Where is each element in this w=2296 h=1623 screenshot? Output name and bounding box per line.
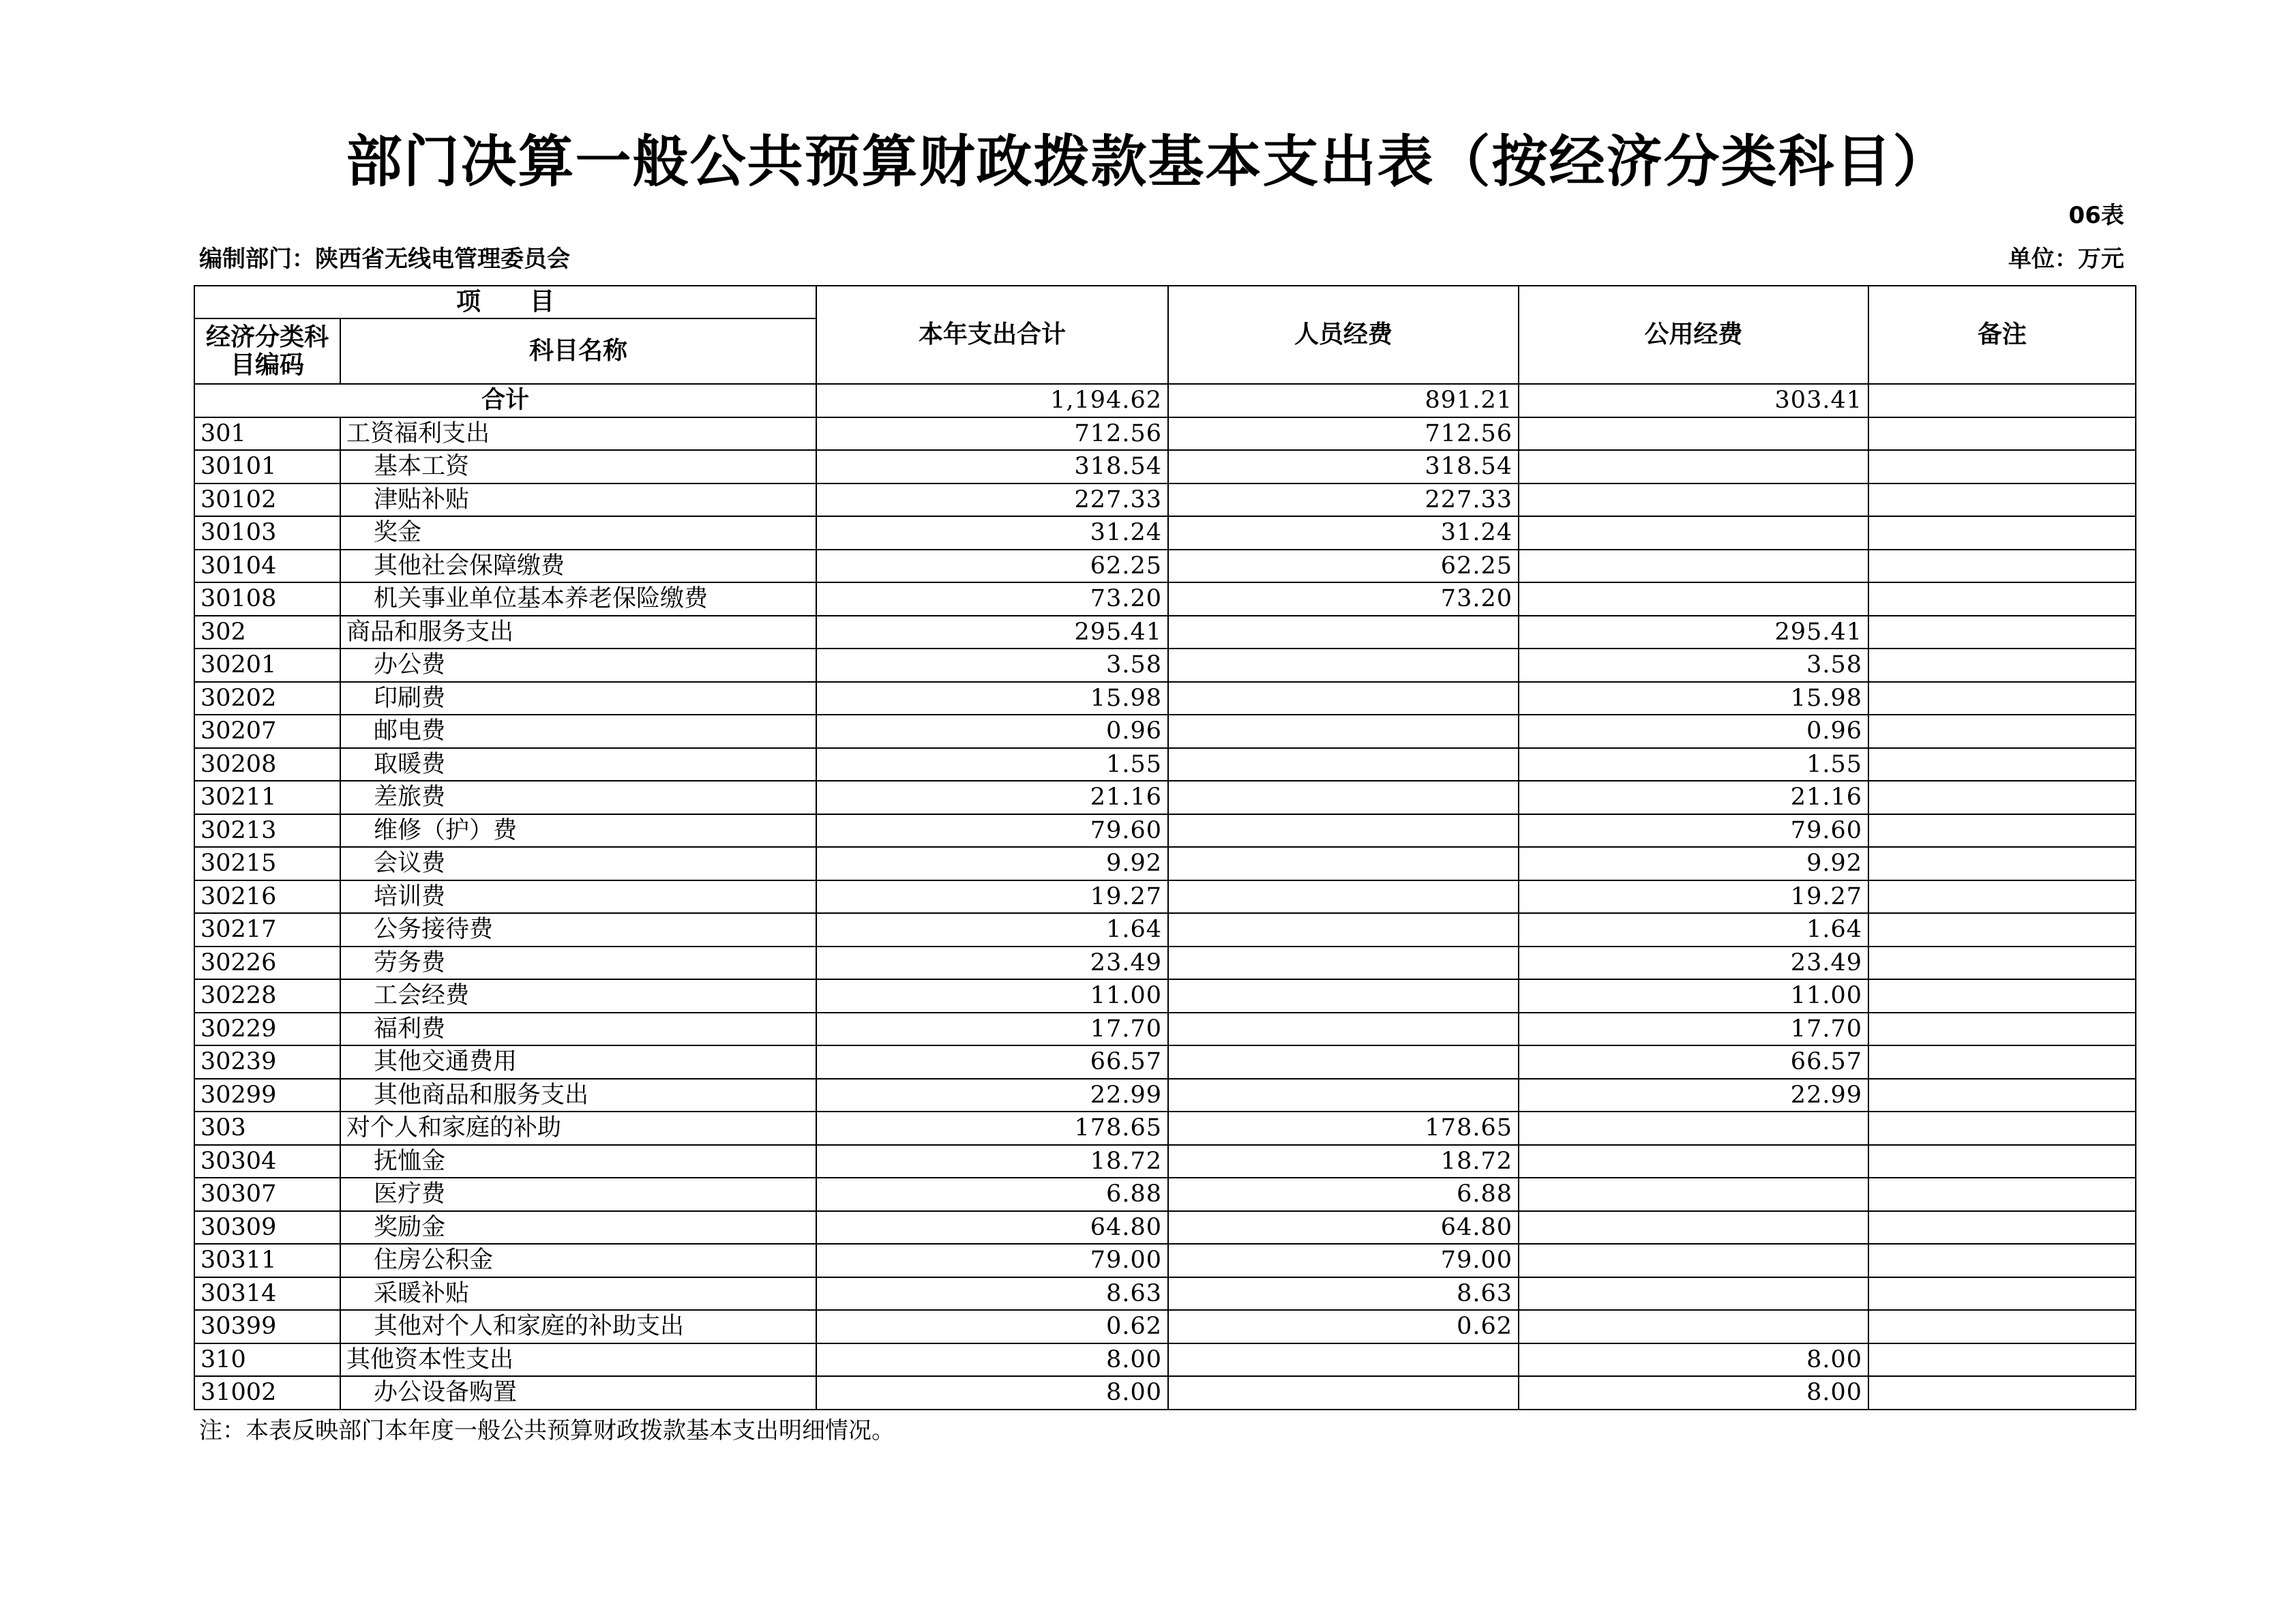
row-remarks <box>1868 550 2136 583</box>
row-code: 30226 <box>194 947 340 980</box>
row-remarks <box>1868 1079 2136 1112</box>
total-personnel: 891.21 <box>1168 384 1519 417</box>
row-public: 1.64 <box>1519 913 1868 947</box>
row-total: 1.64 <box>816 913 1168 947</box>
row-code: 310 <box>194 1343 340 1377</box>
expenditure-table <box>194 285 2136 1410</box>
row-code: 30103 <box>194 516 340 550</box>
row-name: 劳务费 <box>340 947 816 980</box>
row-total: 79.00 <box>816 1244 1168 1277</box>
row-code: 30304 <box>194 1145 340 1178</box>
row-remarks <box>1868 1310 2136 1343</box>
table-row <box>194 847 2136 880</box>
row-code: 30208 <box>194 748 340 781</box>
table-row <box>194 1112 2136 1145</box>
row-name: 机关事业单位基本养老保险缴费 <box>340 582 816 616</box>
row-total: 8.00 <box>816 1376 1168 1410</box>
table-row <box>194 582 2136 616</box>
row-personnel: 62.25 <box>1168 550 1519 583</box>
table-row <box>194 880 2136 914</box>
row-name: 工会经费 <box>340 979 816 1013</box>
row-name: 基本工资 <box>340 450 816 483</box>
table-row <box>194 748 2136 781</box>
table-row <box>194 1310 2136 1343</box>
row-code: 30102 <box>194 483 340 517</box>
row-total: 11.00 <box>816 979 1168 1013</box>
row-remarks <box>1868 880 2136 914</box>
row-personnel: 31.24 <box>1168 516 1519 550</box>
row-total: 9.92 <box>816 847 1168 880</box>
row-name: 其他社会保障缴费 <box>340 550 816 583</box>
row-code: 30311 <box>194 1244 340 1277</box>
row-remarks <box>1868 1112 2136 1145</box>
row-remarks <box>1868 1376 2136 1410</box>
row-total: 22.99 <box>816 1079 1168 1112</box>
row-personnel <box>1168 1376 1519 1410</box>
header-code: 经济分类科目编码 <box>194 318 340 384</box>
row-personnel <box>1168 616 1519 649</box>
table-row <box>194 1013 2136 1046</box>
row-code: 30228 <box>194 979 340 1013</box>
row-personnel <box>1168 979 1519 1013</box>
row-code: 30201 <box>194 649 340 682</box>
row-public: 23.49 <box>1519 947 1868 980</box>
row-public: 8.00 <box>1519 1376 1868 1410</box>
row-public <box>1519 1112 1868 1145</box>
row-name: 抚恤金 <box>340 1145 816 1178</box>
row-code: 30229 <box>194 1013 340 1046</box>
table-row <box>194 1145 2136 1178</box>
row-total: 8.00 <box>816 1343 1168 1377</box>
row-name: 公务接待费 <box>340 913 816 947</box>
row-personnel <box>1168 913 1519 947</box>
header-total: 本年支出合计 <box>816 286 1168 384</box>
row-name: 办公设备购置 <box>340 1376 816 1410</box>
row-public: 8.00 <box>1519 1343 1868 1377</box>
row-public <box>1519 1310 1868 1343</box>
row-public <box>1519 1178 1868 1211</box>
row-public: 22.99 <box>1519 1079 1868 1112</box>
row-code: 30104 <box>194 550 340 583</box>
row-total: 15.98 <box>816 682 1168 715</box>
row-name: 其他交通费用 <box>340 1045 816 1079</box>
row-total: 318.54 <box>816 450 1168 483</box>
table-row <box>194 616 2136 649</box>
row-name: 商品和服务支出 <box>340 616 816 649</box>
row-name: 采暖补贴 <box>340 1277 816 1311</box>
row-remarks <box>1868 947 2136 980</box>
header-project: 项 目 <box>194 286 816 318</box>
row-public <box>1519 1244 1868 1277</box>
table-row <box>194 814 2136 848</box>
row-public: 11.00 <box>1519 979 1868 1013</box>
row-public <box>1519 483 1868 517</box>
row-total: 0.96 <box>816 715 1168 748</box>
row-code: 30215 <box>194 847 340 880</box>
row-personnel: 64.80 <box>1168 1211 1519 1245</box>
row-remarks <box>1868 516 2136 550</box>
row-name: 其他商品和服务支出 <box>340 1079 816 1112</box>
row-remarks <box>1868 1244 2136 1277</box>
row-total: 712.56 <box>816 417 1168 451</box>
row-personnel: 18.72 <box>1168 1145 1519 1178</box>
row-remarks <box>1868 913 2136 947</box>
row-personnel <box>1168 682 1519 715</box>
table-row <box>194 1211 2136 1245</box>
table-row <box>194 1376 2136 1410</box>
row-remarks <box>1868 1277 2136 1311</box>
table-row <box>194 550 2136 583</box>
row-public <box>1519 1211 1868 1245</box>
row-personnel <box>1168 847 1519 880</box>
row-remarks <box>1868 1343 2136 1377</box>
table-row <box>194 715 2136 748</box>
total-public: 303.41 <box>1519 384 1868 417</box>
table-row <box>194 1343 2136 1377</box>
row-name: 医疗费 <box>340 1178 816 1211</box>
header-personnel: 人员经费 <box>1168 286 1519 384</box>
row-code: 30399 <box>194 1310 340 1343</box>
row-public: 15.98 <box>1519 682 1868 715</box>
row-personnel <box>1168 649 1519 682</box>
row-remarks <box>1868 1013 2136 1046</box>
row-personnel <box>1168 1343 1519 1377</box>
row-total: 8.63 <box>816 1277 1168 1311</box>
row-code: 302 <box>194 616 340 649</box>
table-row <box>194 1277 2136 1311</box>
table-number: 06表 <box>2068 202 2124 229</box>
table-row <box>194 682 2136 715</box>
row-remarks <box>1868 582 2136 616</box>
row-code: 303 <box>194 1112 340 1145</box>
row-remarks <box>1868 616 2136 649</box>
row-code: 30211 <box>194 781 340 814</box>
row-public: 21.16 <box>1519 781 1868 814</box>
row-personnel <box>1168 1045 1519 1079</box>
row-total: 1.55 <box>816 748 1168 781</box>
row-total: 6.88 <box>816 1178 1168 1211</box>
row-remarks <box>1868 1045 2136 1079</box>
row-code: 31002 <box>194 1376 340 1410</box>
row-name: 其他资本性支出 <box>340 1343 816 1377</box>
row-name: 会议费 <box>340 847 816 880</box>
row-total: 62.25 <box>816 550 1168 583</box>
row-name: 邮电费 <box>340 715 816 748</box>
row-total: 227.33 <box>816 483 1168 517</box>
row-name: 取暖费 <box>340 748 816 781</box>
page-title: 部门决算一般公共预算财政拨款基本支出表（按经济分类科目） <box>346 130 1950 194</box>
row-remarks <box>1868 847 2136 880</box>
row-public <box>1519 1145 1868 1178</box>
row-public <box>1519 582 1868 616</box>
table-row <box>194 483 2136 517</box>
row-code: 30314 <box>194 1277 340 1311</box>
total-row <box>194 384 2136 417</box>
row-public: 19.27 <box>1519 880 1868 914</box>
row-personnel <box>1168 781 1519 814</box>
table-row <box>194 979 2136 1013</box>
row-public: 1.55 <box>1519 748 1868 781</box>
row-personnel <box>1168 715 1519 748</box>
row-personnel <box>1168 1013 1519 1046</box>
row-remarks <box>1868 814 2136 848</box>
footnote: 注：本表反映部门本年度一般公共预算财政拨款基本支出明细情况。 <box>199 1417 895 1444</box>
row-code: 301 <box>194 417 340 451</box>
row-total: 18.72 <box>816 1145 1168 1178</box>
row-personnel <box>1168 947 1519 980</box>
row-remarks <box>1868 1145 2136 1178</box>
row-public: 79.60 <box>1519 814 1868 848</box>
row-public: 66.57 <box>1519 1045 1868 1079</box>
row-public: 3.58 <box>1519 649 1868 682</box>
row-personnel: 227.33 <box>1168 483 1519 517</box>
row-public <box>1519 516 1868 550</box>
table-row <box>194 450 2136 483</box>
row-total: 0.62 <box>816 1310 1168 1343</box>
row-total: 178.65 <box>816 1112 1168 1145</box>
header-name: 科目名称 <box>340 318 816 384</box>
row-name: 对个人和家庭的补助 <box>340 1112 816 1145</box>
row-personnel: 8.63 <box>1168 1277 1519 1311</box>
row-public <box>1519 550 1868 583</box>
row-remarks <box>1868 979 2136 1013</box>
row-personnel <box>1168 880 1519 914</box>
row-remarks <box>1868 483 2136 517</box>
row-remarks <box>1868 715 2136 748</box>
row-public: 0.96 <box>1519 715 1868 748</box>
row-personnel <box>1168 748 1519 781</box>
table-row <box>194 1244 2136 1277</box>
row-personnel <box>1168 814 1519 848</box>
row-code: 30202 <box>194 682 340 715</box>
row-public <box>1519 450 1868 483</box>
row-name: 维修（护）费 <box>340 814 816 848</box>
row-code: 30217 <box>194 913 340 947</box>
row-code: 30309 <box>194 1211 340 1245</box>
row-name: 奖金 <box>340 516 816 550</box>
total-amount: 1,194.62 <box>816 384 1168 417</box>
row-name: 福利费 <box>340 1013 816 1046</box>
row-code: 30101 <box>194 450 340 483</box>
department-label: 编制部门：陕西省无线电管理委员会 <box>199 245 570 273</box>
row-name: 奖励金 <box>340 1211 816 1245</box>
row-total: 295.41 <box>816 616 1168 649</box>
header-remarks: 备注 <box>1868 286 2136 384</box>
row-code: 30239 <box>194 1045 340 1079</box>
row-personnel: 6.88 <box>1168 1178 1519 1211</box>
row-code: 30299 <box>194 1079 340 1112</box>
row-total: 21.16 <box>816 781 1168 814</box>
table-row <box>194 417 2136 451</box>
table-row <box>194 1079 2136 1112</box>
row-name: 办公费 <box>340 649 816 682</box>
row-personnel: 178.65 <box>1168 1112 1519 1145</box>
row-total: 3.58 <box>816 649 1168 682</box>
row-remarks <box>1868 781 2136 814</box>
row-public <box>1519 1277 1868 1311</box>
row-name: 培训费 <box>340 880 816 914</box>
row-personnel: 318.54 <box>1168 450 1519 483</box>
row-total: 31.24 <box>816 516 1168 550</box>
row-remarks <box>1868 417 2136 451</box>
row-name: 住房公积金 <box>340 1244 816 1277</box>
row-code: 30307 <box>194 1178 340 1211</box>
header-public: 公用经费 <box>1519 286 1868 384</box>
row-name: 其他对个人和家庭的补助支出 <box>340 1310 816 1343</box>
row-total: 23.49 <box>816 947 1168 980</box>
row-name: 印刷费 <box>340 682 816 715</box>
total-label: 合计 <box>194 384 816 417</box>
total-remarks <box>1868 384 2136 417</box>
row-code: 30108 <box>194 582 340 616</box>
row-code: 30213 <box>194 814 340 848</box>
row-total: 17.70 <box>816 1013 1168 1046</box>
table-row <box>194 1045 2136 1079</box>
row-name: 工资福利支出 <box>340 417 816 451</box>
row-personnel: 0.62 <box>1168 1310 1519 1343</box>
table-row <box>194 649 2136 682</box>
unit-label: 单位：万元 <box>2008 245 2124 273</box>
table-row <box>194 913 2136 947</box>
row-personnel: 73.20 <box>1168 582 1519 616</box>
row-remarks <box>1868 649 2136 682</box>
table-row <box>194 516 2136 550</box>
row-public <box>1519 417 1868 451</box>
row-total: 66.57 <box>816 1045 1168 1079</box>
table-row <box>194 781 2136 814</box>
row-total: 73.20 <box>816 582 1168 616</box>
row-code: 30216 <box>194 880 340 914</box>
row-code: 30207 <box>194 715 340 748</box>
row-name: 津贴补贴 <box>340 483 816 517</box>
row-public: 9.92 <box>1519 847 1868 880</box>
row-name: 差旅费 <box>340 781 816 814</box>
row-remarks <box>1868 450 2136 483</box>
row-personnel: 79.00 <box>1168 1244 1519 1277</box>
row-total: 64.80 <box>816 1211 1168 1245</box>
row-remarks <box>1868 682 2136 715</box>
row-remarks <box>1868 1178 2136 1211</box>
table-row <box>194 947 2136 980</box>
row-personnel: 712.56 <box>1168 417 1519 451</box>
table-row <box>194 1178 2136 1211</box>
row-total: 79.60 <box>816 814 1168 848</box>
row-total: 19.27 <box>816 880 1168 914</box>
row-personnel <box>1168 1079 1519 1112</box>
row-public: 17.70 <box>1519 1013 1868 1046</box>
row-public: 295.41 <box>1519 616 1868 649</box>
row-remarks <box>1868 748 2136 781</box>
row-remarks <box>1868 1211 2136 1245</box>
